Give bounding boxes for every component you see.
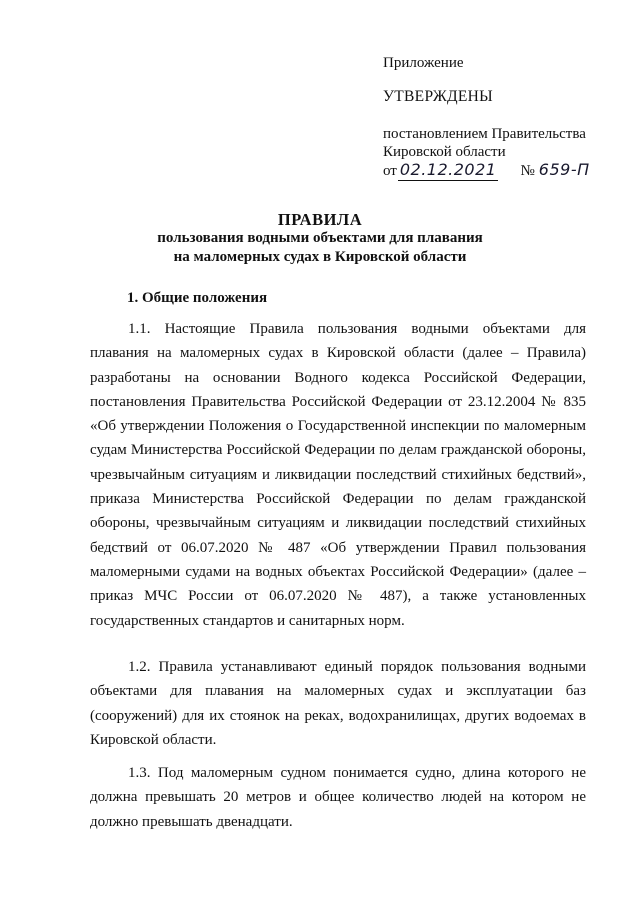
document-subtitle-line2: на маломерных судах в Кировской области bbox=[173, 249, 467, 265]
approved-stamp: УТВЕРЖДЕНЫ bbox=[383, 88, 493, 105]
appendix-label: Приложение bbox=[383, 55, 464, 71]
approval-date-line bbox=[383, 160, 590, 181]
handwritten-date: 02.12.2021 bbox=[399, 160, 497, 179]
paragraph-1-3: 1.3. Под маломерным судном понимается судно, длина которого не должна превышать 20 метров и общее количество людей на котором не должно превышать двенадцати. bbox=[90, 765, 586, 830]
section-heading: 1. Общие положения bbox=[127, 290, 268, 306]
paragraph-1-2: 1.2. Правила устанавливают единый порядок пользования водными объектами для плавания на маломерных судах и эксплуатации баз (сооружений) для их стоянок на реках, водохранилищах, других водоемах в Кировской области. bbox=[90, 659, 586, 748]
approval-authority-line2: Кировской области bbox=[383, 144, 506, 160]
date-prefix: от bbox=[383, 163, 397, 179]
document-subtitle-line1: пользования водными объектами для плавания bbox=[157, 230, 483, 246]
paragraph-1-1: 1.1. Настоящие Правила пользования водными объектами для плавания на маломерных судах в Кировской области (далее – Правила) разработаны на основании Водного кодекса Российской Федерации, постановления Правительства Российской Федерации от 23.12.2004 № 835 «Об утверждении Положения о Государственной инспекции по маломерным судам Министерства Российской Федерации по делам гражданской обороны, чрезвычайным ситуациям и ликвидации последствий стихийных бедствий», приказа Министерства Российской Федерации по делам гражданской обороны, чрезвычайным ситуациям и ликвидации последствий стихийных бедствий от 06.07.2020 № 487 «Об утверждении Правил пользования маломерными судами на водных объектах Российской Федерации» (далее – приказ МЧС России от 06.07.2020 № 487), а также установленных государственных стандартов и санитарных норм. bbox=[90, 321, 586, 629]
handwritten-number: 659-П bbox=[538, 160, 590, 179]
document-title: ПРАВИЛА bbox=[277, 210, 363, 229]
number-prefix: № bbox=[520, 163, 535, 179]
approval-authority-line1: постановлением Правительства bbox=[383, 126, 586, 142]
